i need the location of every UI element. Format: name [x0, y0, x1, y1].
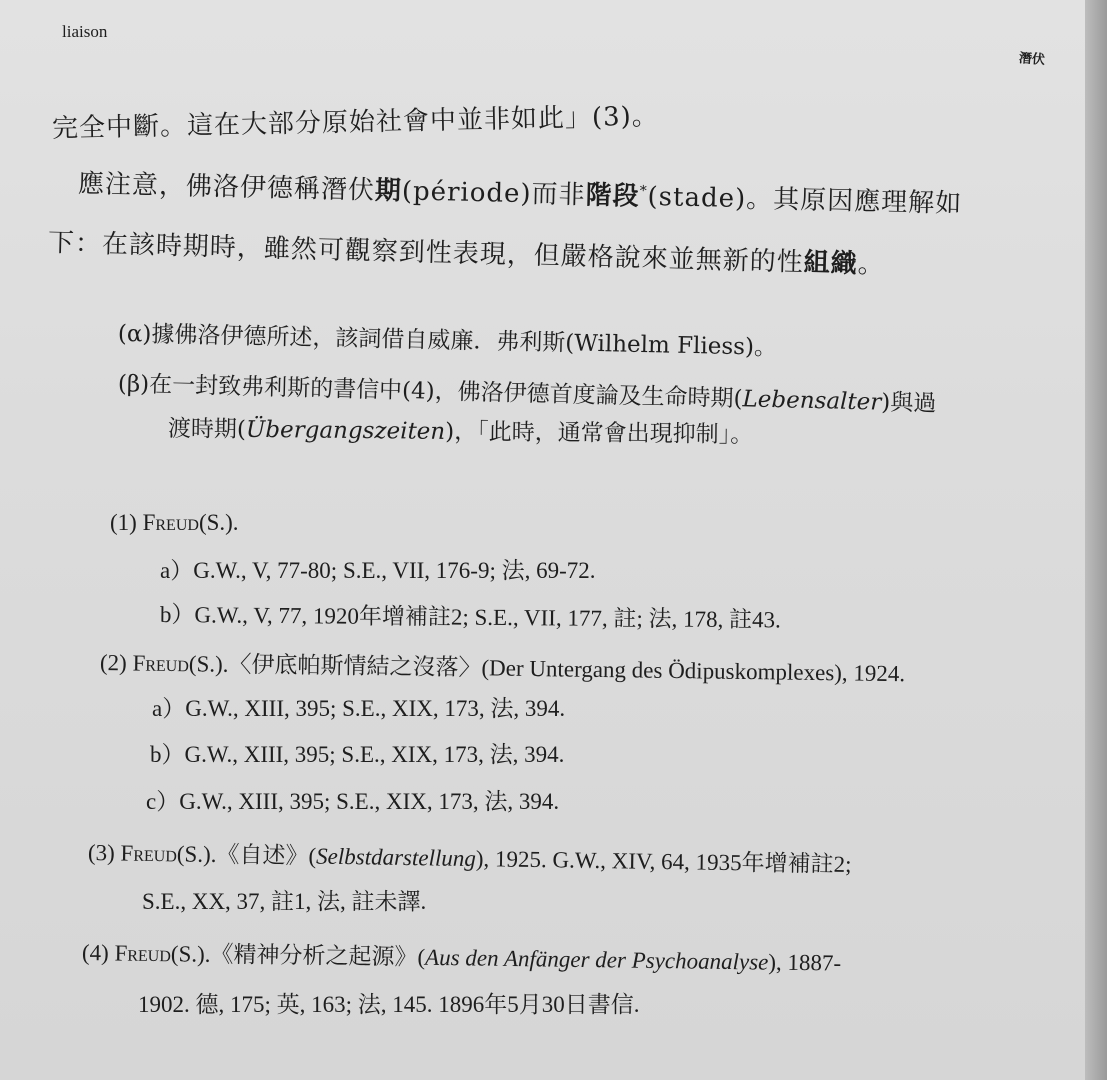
ref-2c: c）G.W., XIII, 395; S.E., XIX, 173, 法, 394.	[146, 789, 560, 814]
ref-2a: a）G.W., XIII, 395; S.E., XIX, 173, 法, 394.	[152, 696, 566, 721]
ref-1	[110, 510, 239, 536]
ref-2	[100, 644, 906, 688]
ref-3-italic: Selbstdarstellung	[315, 843, 477, 872]
ref-3-author: Freud	[120, 840, 178, 867]
body-line-3	[48, 222, 886, 281]
note-beta-part-b: )與過	[880, 389, 937, 417]
note-beta2-part-a: 渡時期(	[167, 416, 247, 443]
ref-4-number: (4)	[81, 940, 109, 966]
term-organization: 組織	[803, 247, 859, 280]
note-beta-italic: Lebensalter	[742, 386, 882, 416]
term-period: 期	[374, 175, 403, 207]
asterisk-mark: *	[639, 183, 648, 200]
ref-1-number: (1)	[110, 510, 137, 535]
ref-3-rest-b: ), 1925. G.W., XIV, 64, 1935年增補註2;	[475, 846, 852, 877]
ref-3	[88, 834, 852, 879]
body-line-2-part-b: (période)而非	[401, 176, 586, 211]
ref-4-italic: Aus den Anfänger der Psychoanalyse	[424, 944, 769, 975]
ref-2-number: (2)	[99, 650, 127, 676]
ref-1b: b）G.W., V, 77, 1920年增補註2; S.E., VII, 177, 註; 法, 178, 註43.	[159, 602, 781, 633]
body-line-2-part-c: (stade)。其原因應理解如	[647, 181, 963, 220]
page-edge	[1085, 0, 1107, 1080]
ref-2-rest: (S.).〈伊底帕斯情結之沒落〉(Der Untergang des Ödipuskomplexes), 1924.	[188, 651, 906, 687]
ref-1-author: Freud	[142, 510, 199, 535]
running-header-right: 潛伏	[1018, 51, 1046, 68]
note-alpha: (α)據佛洛伊德所述，該詞借自威廉．弗利斯(Wilhelm Fliess)。	[117, 321, 778, 361]
body-line-2	[78, 163, 963, 220]
note-beta-line-2	[168, 410, 754, 449]
body-line-3-end: 。	[857, 249, 886, 280]
running-header-word: liaison	[62, 22, 108, 41]
note-beta2-italic: Übergangszeiten	[245, 416, 446, 445]
ref-3-line-2: S.E., XX, 37, 註1, 法, 註未譯.	[142, 889, 427, 914]
body-line-1: 完全中斷。這在大部分原始社會中並非如此」(3)。	[51, 101, 660, 144]
ref-4-rest-b: ), 1887-	[768, 949, 842, 976]
ref-2-author: Freud	[132, 650, 190, 677]
term-stage: 階段	[585, 180, 640, 212]
note-beta2-part-b: )，「此時，通常會出現抑制」。	[445, 418, 754, 449]
ref-1-rest: (S.).	[198, 510, 239, 535]
ref-3-number: (3)	[87, 840, 115, 866]
ref-4-line-2: 1902. 德, 175; 英, 163; 法, 145. 1896年5月30日書信.	[138, 992, 640, 1017]
ref-1a: a）G.W., V, 77-80; S.E., VII, 176-9; 法, 69-72.	[160, 558, 596, 583]
ref-3-rest-a: (S.).《自述》(	[176, 841, 317, 869]
ref-4-author: Freud	[114, 940, 172, 967]
body-line-2-part-a: 應注意，佛洛伊德稱潛伏	[77, 169, 376, 206]
body-line-3-part-a: 下：在該時期時，雖然可觀察到性表現，但嚴格說來並無新的性	[47, 228, 805, 278]
ref-4-rest-a: (S.).《精神分析之起源》(	[170, 941, 426, 970]
note-beta-part-a: (β)在一封致弗利斯的書信中(4)，佛洛伊德首度論及生命時期(	[117, 371, 743, 413]
ref-4	[82, 934, 842, 978]
ref-2b: b）G.W., XIII, 395; S.E., XIX, 173, 法, 394.	[150, 742, 565, 767]
